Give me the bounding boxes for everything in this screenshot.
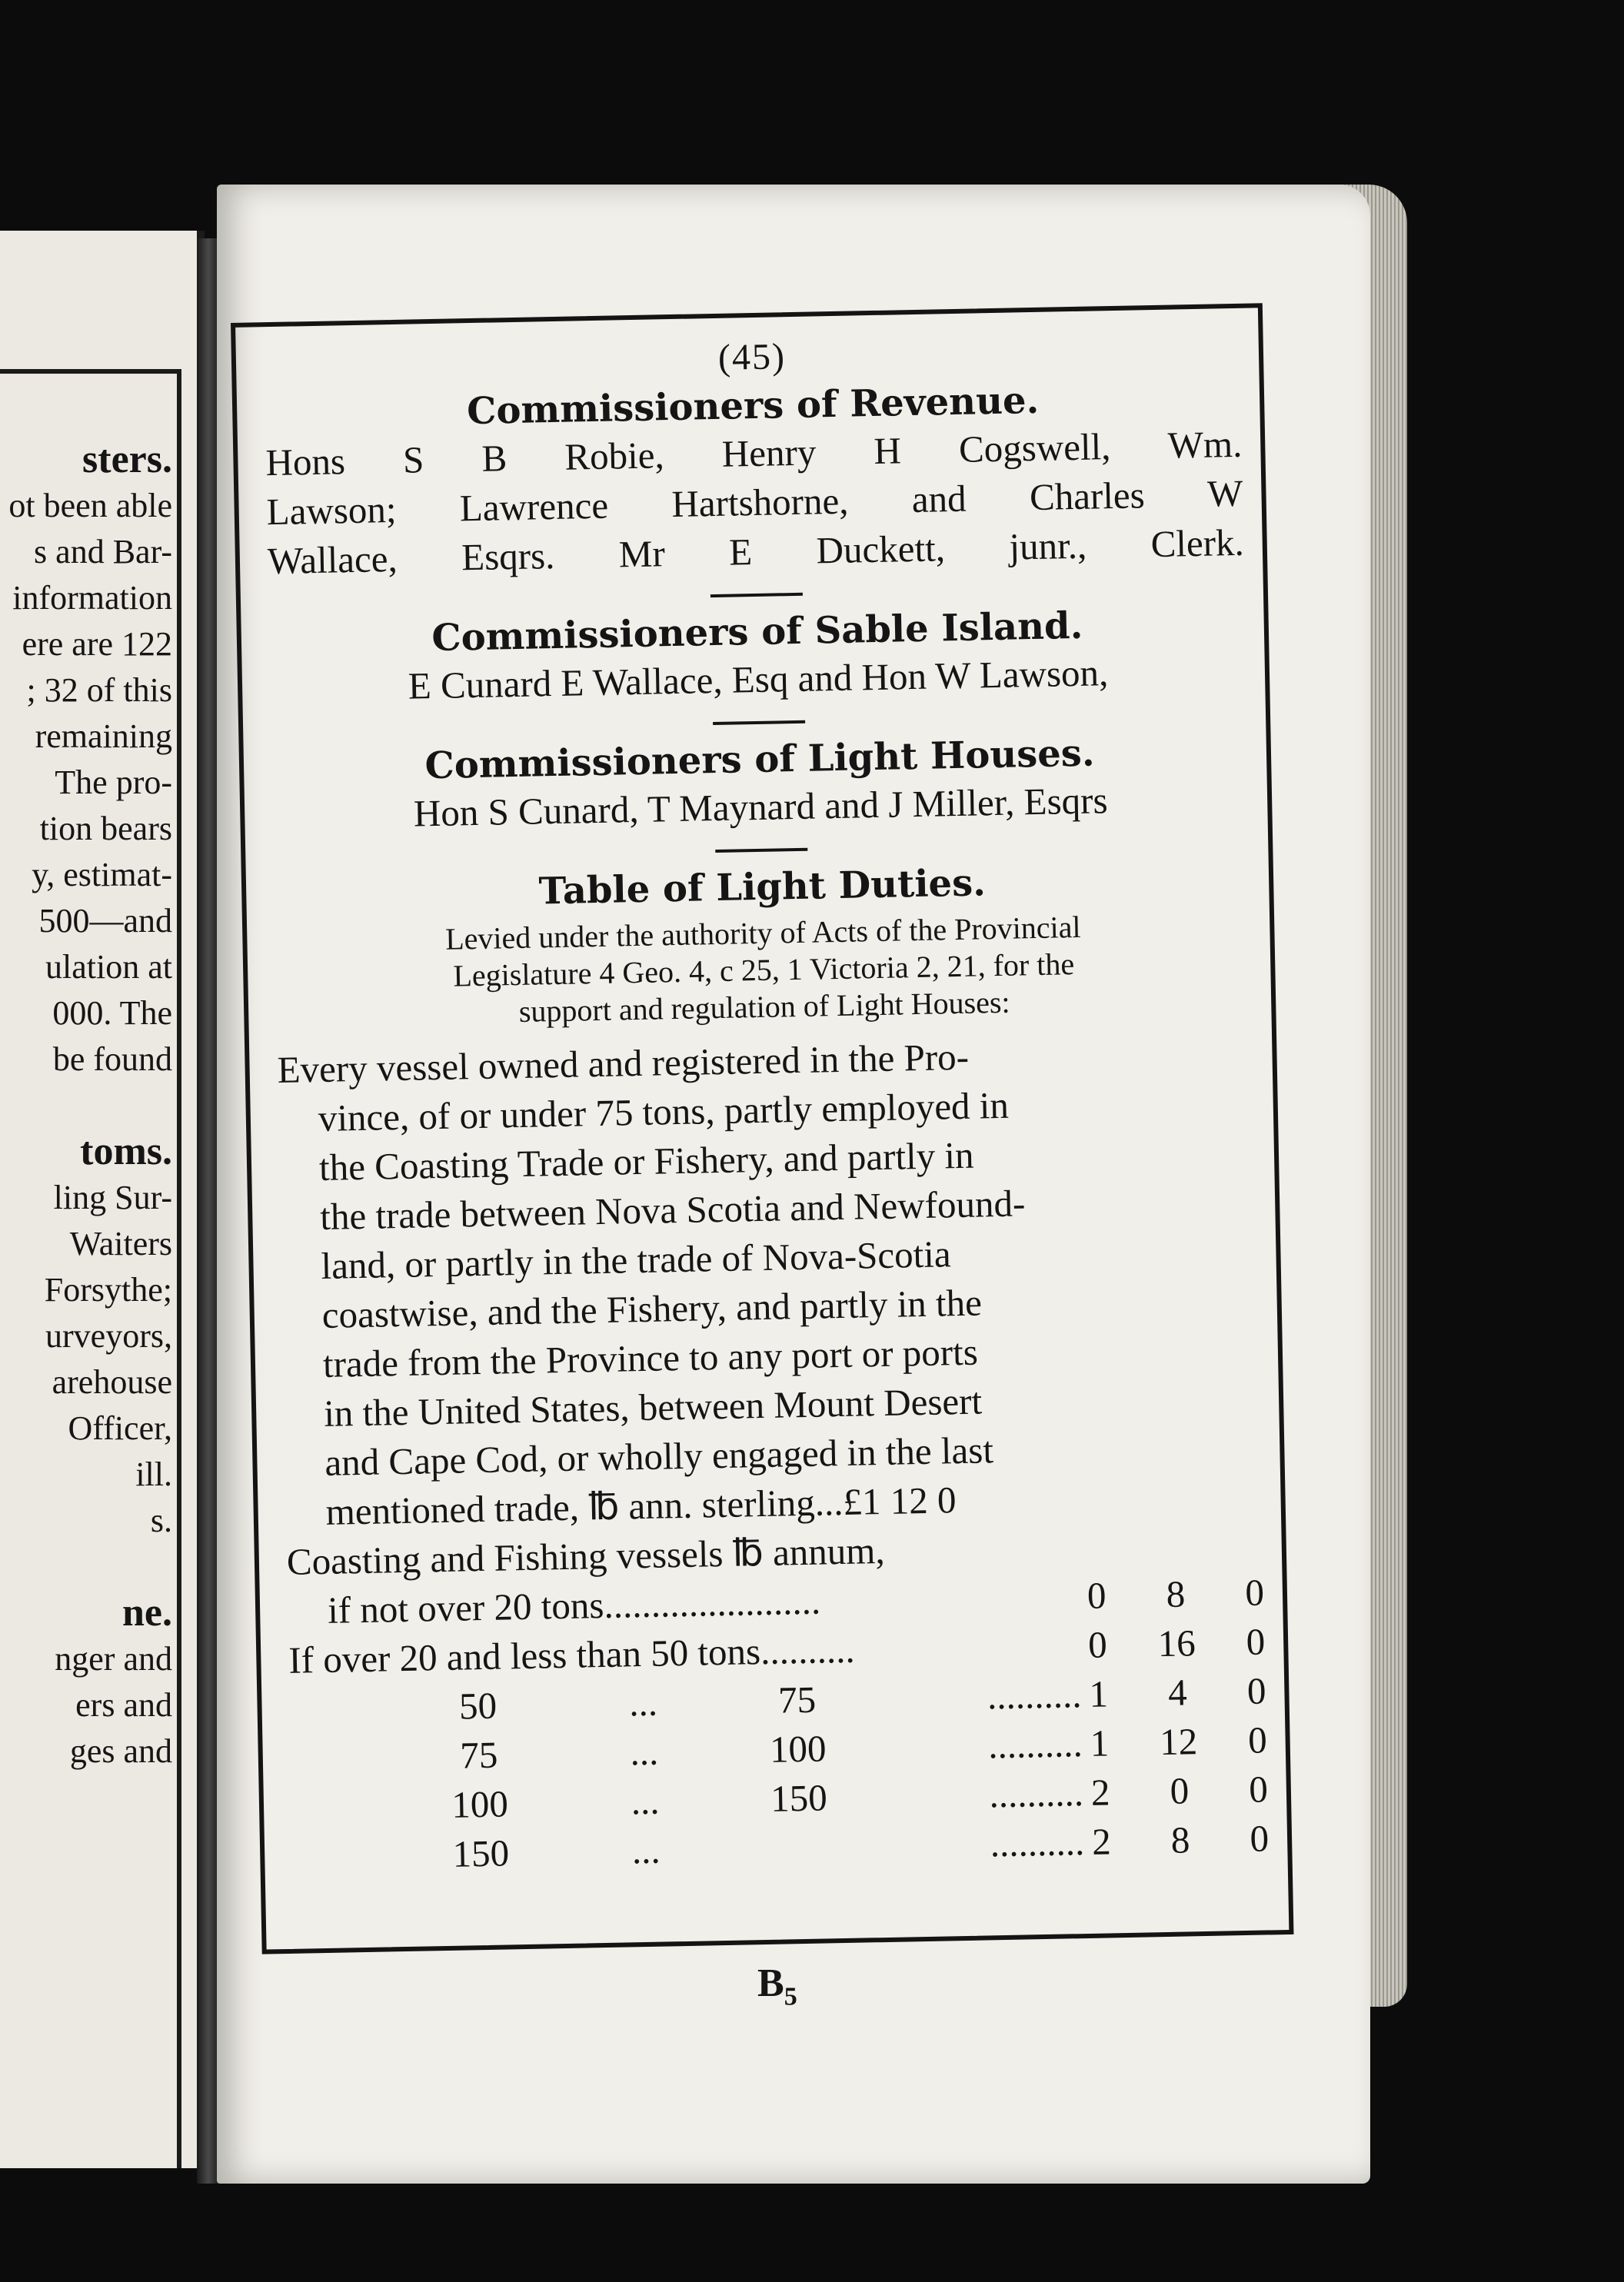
signature-number: 5: [784, 1982, 797, 2011]
left-page-line: s.: [150, 1502, 172, 1539]
revenue-line: Lawson; Lawrence Hartshorne, and Charles W: [266, 471, 1244, 534]
left-page-text: [0, 438, 172, 1776]
tonnage-to: 75: [777, 1678, 817, 1721]
duties-table: [286, 1519, 1269, 1882]
tonnage-separator: ...: [628, 1681, 658, 1725]
revenue-line: Hons S B Robie, Henry H Cogswell, Wm.: [265, 422, 1243, 484]
duty-paragraph-line: the trade between Nova Scotia and Newfound-: [319, 1182, 1026, 1238]
duty-amount: [1089, 1666, 1266, 1718]
left-page-line: ulation at: [45, 948, 172, 986]
revenue-heading: Commissioners of Revenue.: [466, 378, 1040, 434]
duty-amount: [1092, 1814, 1270, 1866]
levied-line: support and regulation of Light Houses:: [518, 984, 1010, 1029]
duty-row-label: if not over 20 tons.......................: [327, 1579, 821, 1632]
leader-dots: ..........: [988, 1771, 1084, 1816]
left-page-line: tion bears: [39, 810, 172, 847]
left-page-line: s and Bar-: [34, 533, 172, 570]
duty-paragraph-line: coastwise, and the Fishery, and partly in the: [321, 1281, 983, 1336]
left-page-line: y, estimat-: [32, 856, 172, 893]
revenue-line: Wallace, Esqrs. Mr E Duckett, junr., Clerk.: [267, 521, 1245, 583]
left-page-line: ot been able: [8, 487, 172, 524]
left-page-line: The pro-: [55, 763, 172, 801]
duty-paragraph: [277, 1027, 1263, 1538]
pence-value: 0: [1246, 1620, 1266, 1663]
pounds-value: 2: [1091, 1820, 1112, 1863]
left-page-line: 500—and: [38, 902, 172, 940]
duty-amount: [1090, 1715, 1267, 1768]
duty-paragraph-line: Every vessel owned and registered in the Pro-: [277, 1035, 970, 1092]
duty-paragraph-line: in the United States, between Mount Desert: [323, 1379, 983, 1435]
shillings-value: 16: [1157, 1622, 1196, 1665]
light-duties-heading: Table of Light Duties.: [538, 861, 987, 913]
tonnage-separator: ...: [631, 1779, 660, 1823]
shillings-value: 0: [1170, 1769, 1190, 1812]
page-frame: [231, 303, 1293, 1954]
left-page-line: remaining: [35, 717, 172, 755]
pence-value: 0: [1247, 1718, 1268, 1761]
left-page-line: ill.: [135, 1455, 172, 1493]
duty-row-label: If over 20 and less than 50 tons..........: [288, 1628, 856, 1682]
shillings-value: 4: [1167, 1671, 1188, 1714]
duty-rows: [288, 1568, 1270, 1882]
tonnage-separator: ...: [631, 1828, 661, 1872]
pence-value: 0: [1246, 1669, 1266, 1712]
left-page-line: [0, 1084, 172, 1130]
tonnage-from: 150: [452, 1831, 510, 1875]
duty-amount: [1088, 1617, 1266, 1669]
left-page-line: ers and: [75, 1686, 172, 1724]
coasting-label: Coasting and Fishing vessels ℔ annum,: [286, 1529, 886, 1583]
page-number: (45): [717, 336, 787, 378]
left-page-line: Officer,: [68, 1409, 172, 1447]
left-page: [0, 231, 205, 2168]
sable-island-line: E Cunard E Wallace, Esq and Hon W Lawson,: [408, 651, 1109, 707]
left-page-heading: toms.: [80, 1129, 172, 1173]
section-divider: [713, 720, 805, 725]
duty-paragraph-line: the Coasting Trade or Fishery, and partly in: [318, 1133, 975, 1189]
pounds-value: 2: [1090, 1771, 1110, 1814]
shillings-value: 8: [1170, 1818, 1190, 1861]
section-divider: [715, 848, 807, 853]
left-page-heading: sters.: [82, 437, 172, 481]
left-page-line: information: [12, 579, 172, 617]
tonnage-from: 50: [458, 1684, 498, 1728]
pence-value: 0: [1248, 1768, 1269, 1811]
left-page-line: nger and: [55, 1640, 172, 1678]
revenue-names: [265, 420, 1244, 586]
shillings-value: 8: [1166, 1572, 1186, 1615]
duty-paragraph-line: trade from the Province to any port or ports: [322, 1330, 979, 1386]
duty-paragraph-line: mentioned trade, ℔ ann. sterling...£1 12 0: [325, 1479, 957, 1533]
left-page-line: Waiters: [69, 1225, 172, 1262]
left-page-line: Forsythe;: [44, 1271, 172, 1309]
left-page-line: [0, 1545, 172, 1592]
leader-dots: ..........: [990, 1821, 1085, 1865]
signature-letter: B: [757, 1961, 784, 2005]
levied-line: Legislature 4 Geo. 4, c 25, 1 Victoria 2, 21, for the: [453, 946, 1075, 993]
left-page-line: 000. The: [52, 994, 172, 1032]
left-page-heading: ne.: [122, 1591, 172, 1635]
pence-value: 0: [1244, 1571, 1265, 1614]
pounds-value: 1: [1088, 1672, 1109, 1715]
sable-island-heading: Commissioners of Sable Island.: [431, 604, 1083, 660]
shillings-value: 12: [1159, 1720, 1198, 1764]
levied-line: Levied under the authority of Acts of the Provincial: [444, 909, 1081, 956]
duty-paragraph-line: vince, of or under 75 tons, partly employed in: [318, 1083, 1010, 1139]
page-content: [263, 324, 1270, 1934]
left-page-line: urveyors,: [45, 1317, 172, 1355]
tonnage-separator: ...: [629, 1730, 659, 1774]
light-houses-heading: Commissioners of Light Houses.: [424, 731, 1096, 788]
tonnage-to: 100: [769, 1727, 827, 1771]
duty-paragraph-line: and Cape Cod, or wholly engaged in the last: [324, 1429, 994, 1484]
duty-amount: [1090, 1765, 1268, 1817]
left-page-line: ere are 122: [22, 625, 172, 663]
levied-note: [282, 906, 1246, 1035]
left-page-line: be found: [52, 1040, 172, 1078]
left-page-line: ling Sur-: [53, 1179, 172, 1216]
tonnage-to: 150: [770, 1776, 828, 1820]
leader-dots: ..........: [987, 1722, 1083, 1767]
left-page-line: ; 32 of this: [26, 671, 172, 709]
pence-value: 0: [1250, 1817, 1270, 1860]
duty-amount: [1087, 1568, 1264, 1621]
section-divider: [710, 593, 803, 597]
pounds-value: 0: [1087, 1623, 1108, 1666]
signature-mark: [757, 1961, 797, 2011]
pounds-value: 1: [1090, 1721, 1110, 1765]
duty-paragraph-line: land, or partly in the trade of Nova-Scotia: [321, 1232, 952, 1287]
light-houses-line: Hon S Cunard, T Maynard and J Miller, Esqrs: [413, 779, 1108, 835]
tonnage-from: 100: [451, 1782, 509, 1826]
tonnage-from: 75: [459, 1733, 498, 1777]
leader-dots: ..........: [987, 1673, 1082, 1718]
pounds-value: 0: [1087, 1574, 1107, 1617]
left-page-line: ges and: [69, 1732, 172, 1770]
left-page-line: arehouse: [52, 1363, 172, 1401]
